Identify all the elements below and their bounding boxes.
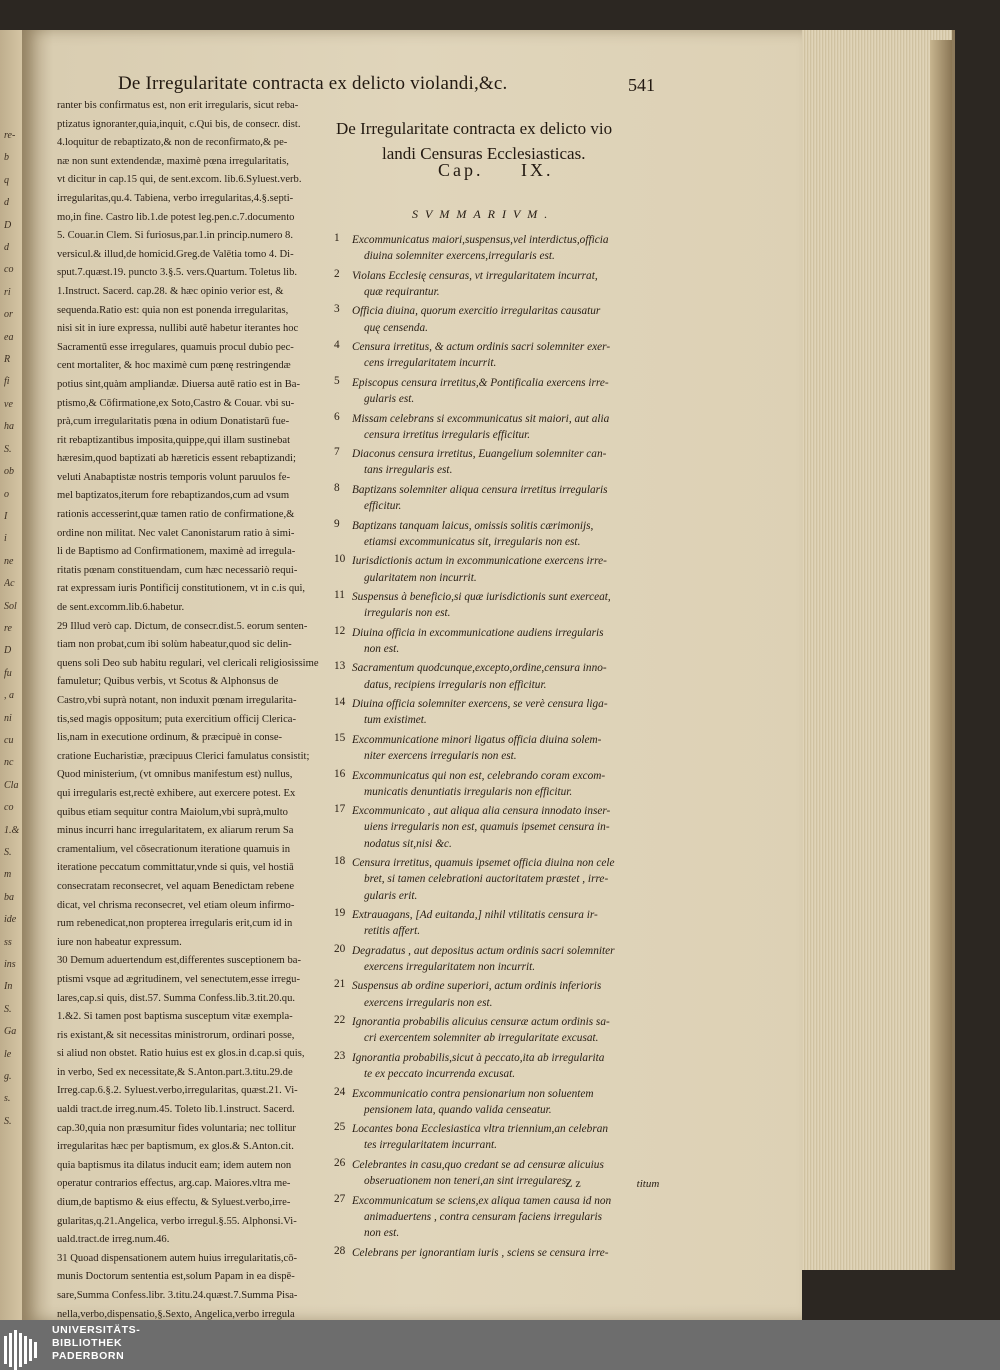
text-line: uald.tract.de irreg.num.46. bbox=[57, 1234, 170, 1246]
summary-item-text: bret, si tamen celebrationi auctoritatem præstet , irre- bbox=[364, 873, 609, 886]
left-margin-fragment: cu bbox=[4, 734, 14, 746]
summary-item-text: obseruationem non teneri,an sint irregulares. bbox=[364, 1175, 570, 1188]
summary-item-number: 10 bbox=[334, 553, 346, 566]
text-line: sput.7.quæst.19. puncto 3.§.5. vers.Quartum. Toletus lib. bbox=[57, 267, 298, 279]
left-margin-fragment: d bbox=[4, 197, 9, 209]
summary-item bbox=[334, 1050, 679, 1082]
text-line: sequenda.Ratio est: quia non est ponenda irregularitas, bbox=[57, 304, 289, 316]
summary-item-text: Celebrans per ignorantiam iuris , sciens se censura irre- bbox=[352, 1246, 609, 1259]
summary-item-text: Extrauagans, [Ad euitanda,] nihil vtilitatis censura ir- bbox=[352, 909, 598, 922]
summary-item-text: Officia diuina, quorum exercitio irregularitas causatur bbox=[352, 305, 601, 318]
summary-item-number: 11 bbox=[334, 589, 345, 602]
text-line: ptismi vsque ad ægritudinem, vel senectutem,esse irregu- bbox=[57, 973, 301, 985]
summary-item-text: Baptizans tanquam laicus, omissis solitis cærimonijs, bbox=[352, 519, 594, 532]
summary-item-number: 20 bbox=[334, 942, 346, 955]
summary-item bbox=[334, 411, 679, 443]
summary-item-number: 13 bbox=[334, 660, 346, 673]
summary-item-text: cens irregularitatem incurrit. bbox=[364, 357, 497, 370]
summary-list bbox=[334, 232, 679, 1264]
left-margin-fragment: d bbox=[4, 242, 9, 254]
summary-item bbox=[334, 303, 679, 335]
summary-item bbox=[334, 1121, 679, 1153]
summary-item-text: Censura irretitus, & actum ordinis sacri solemniter exer- bbox=[352, 341, 611, 354]
summary-item-text: Iurisdictionis actum in excommunicatione exercens irre- bbox=[352, 555, 607, 568]
summary-item-text: gularis erit. bbox=[364, 889, 418, 902]
text-line: in verbo, Sed ex necessitate,& S.Anton.part.3.titu.29.de bbox=[57, 1066, 293, 1078]
library-name-line-3: PADERBORN bbox=[52, 1350, 125, 1362]
summary-item-text: Diuina officia solemniter exercens, se verè censura liga- bbox=[352, 698, 608, 711]
text-line: Sacramentū esse irregulares, quamuis procul dubio pec- bbox=[57, 341, 294, 353]
summary-item-number: 7 bbox=[334, 446, 340, 459]
left-margin-fragment: ni bbox=[4, 712, 12, 724]
text-line: irregularitas hæc per baptismum, ex glos.& S.Anton.cit. bbox=[57, 1141, 294, 1153]
left-margin-fragment: q bbox=[4, 174, 9, 186]
text-line: Irreg.cap.6.§.2. Syluest.verbo,irregularitas, quæst.21. Vi- bbox=[57, 1085, 298, 1097]
text-line: ranter bis confirmatus est, non erit irregularis, sicut reba- bbox=[57, 100, 299, 111]
summary-item-text: tans irregularis est. bbox=[364, 464, 453, 477]
text-line: dicat, vel chrisma reconsecret, vel etiam oleum infirmo- bbox=[57, 899, 295, 911]
chapter-title-line-2: landi Censuras Ecclesiasticas. bbox=[382, 144, 586, 163]
summary-item-text: Suspensus à beneficio,si quæ iurisdictionis sunt exerceat, bbox=[352, 591, 611, 604]
summary-item-text: Degradatus , aut depositus actum ordinis sacri solemniter bbox=[352, 944, 615, 957]
left-margin-fragment: m bbox=[4, 869, 12, 881]
summary-item-text: non est. bbox=[364, 1227, 400, 1240]
summary-item bbox=[334, 446, 679, 478]
summary-item-text: censura irretitus irregularis efficitur. bbox=[364, 428, 531, 441]
left-margin-fragment: ve bbox=[4, 398, 13, 410]
summary-item-number: 17 bbox=[334, 803, 346, 816]
summary-item-text: exercens irregularis non est. bbox=[364, 996, 493, 1009]
text-line: cramentalium, vel cōsecrationum iteratione quamuis in bbox=[57, 843, 290, 855]
summary-item-text: Diaconus censura irretitus, Euangelium solemniter can- bbox=[352, 448, 607, 461]
summary-item-number: 18 bbox=[334, 855, 346, 868]
summary-item-text: Celebrantes in casu,quo credant se ad censuræ alicuius bbox=[352, 1158, 604, 1171]
running-head: De Irregularitate contracta ex delicto violandi,&c. bbox=[118, 73, 508, 94]
summary-item-text: te ex peccato incurrenda excusat. bbox=[364, 1068, 516, 1081]
summary-item-number: 14 bbox=[334, 696, 346, 709]
summary-item-text: Excommunicatus maiori,suspensus,vel interdictus,officia bbox=[352, 234, 609, 246]
text-line: 1.&2. Si tamen post baptisma susceptum vitæ exempla- bbox=[57, 1011, 293, 1023]
summary-item bbox=[334, 553, 679, 585]
text-line: prà,cum irregularitatis pœna in odium Donatistarū fue- bbox=[57, 416, 290, 428]
text-line: versicul.& illud,de homicid.Greg.de Valētia tomo 4. Di- bbox=[57, 248, 294, 260]
page-number: 541 bbox=[628, 75, 655, 95]
text-line: rat expressam iuris Pontificij constitutionem, vt in c.is qui, bbox=[57, 583, 306, 595]
summary-item-text: Ignorantia probabilis alicuius censuræ actum ordinis sa- bbox=[352, 1016, 610, 1029]
summary-item-text: quę censenda. bbox=[364, 321, 428, 334]
left-margin-fragment: s. bbox=[4, 1093, 11, 1105]
summary-item-number: 19 bbox=[334, 907, 346, 920]
summary-item-text: Ignorantia probabilis,sicut à peccato,ita ab irregularita bbox=[352, 1051, 605, 1064]
summary-item-text: niter exercens irregularis non est. bbox=[364, 750, 517, 763]
left-margin-fragment: fi bbox=[4, 376, 10, 388]
text-line: cent mortaliter, & hoc maximè cum pœnę restringendæ bbox=[57, 360, 291, 372]
chapter-title bbox=[336, 116, 696, 166]
text-line: iure non habeatur expressum. bbox=[57, 936, 182, 948]
left-margin-fragment: , a bbox=[4, 690, 14, 702]
text-line: lares,cap.si quis, dist.57. Summa Confess.lib.3.tit.20.qu. bbox=[57, 992, 296, 1004]
left-margin-fragment: i bbox=[4, 533, 7, 545]
text-line: 5. Couar.in Clem. Si furiosus,par.1.in princip.numero 8. bbox=[57, 230, 293, 242]
summary-item-number: 6 bbox=[334, 410, 340, 423]
text-line: ordine non militat. Nec valet Canonistarum ratio à simi- bbox=[57, 527, 295, 539]
summary-item bbox=[334, 339, 679, 371]
text-line: ptismo,& Cōfirmatione,ex Soto,Castro & Couar. vbi su- bbox=[57, 397, 295, 409]
text-line: rum rebenedicat,non propterea irregularis erit,cum id in bbox=[57, 918, 293, 930]
left-margin-fragment: b bbox=[4, 152, 9, 164]
summary-item bbox=[334, 803, 679, 852]
left-margin-fragment: g. bbox=[4, 1071, 12, 1083]
summary-item-number: 15 bbox=[334, 731, 346, 744]
summary-item bbox=[334, 268, 679, 300]
left-margin-fragment: fu bbox=[4, 667, 12, 679]
library-name bbox=[52, 1324, 140, 1363]
summary-item bbox=[334, 232, 679, 264]
text-line: 31 Quoad dispensationem autem huius irregularitatis,cō- bbox=[57, 1252, 298, 1264]
text-line: 1.Instruct. Sacerd. cap.28. & hæc opinio verior est, & bbox=[57, 285, 284, 297]
summary-item bbox=[334, 978, 679, 1010]
text-line: qui irregularis est,rectè exhibere, aut exercere potest. Ex bbox=[57, 787, 296, 799]
summary-item-text: Sacramentum quodcunque,excepto,ordine,censura inno- bbox=[352, 662, 607, 675]
left-margin-fragment: D bbox=[4, 219, 12, 231]
text-line: rationis accesserint,quæ tamen ratio de confirmatione,& bbox=[57, 509, 295, 521]
left-margin-fragment: co bbox=[4, 802, 14, 814]
text-line: li de Baptismo ad Confirmationem, maximè ad irregula- bbox=[57, 546, 296, 558]
text-line: 4.loquitur de rebaptizato,& non de reconfirmato,& pe- bbox=[57, 137, 288, 149]
text-line: sare,Summa Confess.libr. 3.titu.24.quæst.7.Summa Pisa- bbox=[57, 1290, 298, 1301]
summary-item-number: 5 bbox=[334, 374, 340, 387]
library-name-line-2: BIBLIOTHEK bbox=[52, 1337, 123, 1349]
signature-mark bbox=[565, 1176, 659, 1191]
summary-item bbox=[334, 696, 679, 728]
catchword: titum bbox=[636, 1178, 660, 1190]
text-line: famuletur; Quibus verbis, vt Scotus & Alphonsus de bbox=[57, 676, 279, 688]
summary-item-number: 22 bbox=[334, 1014, 346, 1027]
summary-item-text: tum existimet. bbox=[364, 714, 427, 727]
summary-item-text: municatis denuntiatis irregularis non efficitur. bbox=[364, 785, 573, 798]
summary-item-number: 3 bbox=[334, 303, 340, 316]
text-line: rit rebaptizantibus imposita,quippe,qui illam sustinebat bbox=[57, 434, 291, 446]
text-line: cap.30,quia non præsumitur fides voluntaria; nec tollitur bbox=[57, 1122, 296, 1134]
text-line: Quod ministerium, (vt omnibus manifestum est) nullus, bbox=[57, 769, 293, 781]
summary-item-number: 16 bbox=[334, 767, 346, 780]
left-margin-fragment: re bbox=[4, 622, 12, 634]
summary-item-number: 1 bbox=[334, 232, 340, 244]
text-line: næ non sunt extendendæ, maximè pœna irregularitatis, bbox=[57, 155, 289, 167]
summary-item-number: 9 bbox=[334, 517, 340, 530]
summary-item bbox=[334, 1086, 679, 1118]
text-line: 30 Demum aduertendum est,differentes susceptionem ba- bbox=[57, 955, 301, 967]
chapter-number: Cap. IX. bbox=[438, 160, 554, 180]
text-line: consecratam reconsecret, vel aquam Benedictam rebene bbox=[57, 880, 295, 892]
summary-item bbox=[334, 660, 679, 692]
text-line: veluti Anabaptistæ nostris temporis volunt paruulos fe- bbox=[57, 471, 291, 483]
summary-item bbox=[334, 732, 679, 764]
summary-item-number: 25 bbox=[334, 1121, 346, 1134]
summary-item-text: Censura irretitus, quamuis ipsemet officia diuina non cele bbox=[352, 857, 615, 870]
left-margin-fragment: 1.& bbox=[4, 824, 20, 836]
summarium-heading: SVMMARIVM. bbox=[412, 207, 555, 221]
summary-item-text: non est. bbox=[364, 642, 400, 655]
summary-item-text: irregularis non est. bbox=[364, 607, 451, 620]
summary-item-text: nodatus sit,nisi &c. bbox=[364, 837, 452, 850]
text-line: potius sint,quàm ampliandæ. Diuersa autē ratio est in Ba- bbox=[57, 378, 301, 390]
summary-item-text: Episcopus censura irretitus,& Pontificalia exercens irre- bbox=[352, 376, 609, 389]
summary-item bbox=[334, 943, 679, 975]
summary-item bbox=[334, 768, 679, 800]
summary-item-text: uiens irregularis non est, quamuis ipsemet censura in- bbox=[364, 821, 610, 834]
left-margin-fragment: Cla bbox=[4, 779, 19, 791]
text-line: munis Doctorum sententia est,solum Papam in ea dispē- bbox=[57, 1271, 295, 1283]
left-margin-fragment: re- bbox=[4, 130, 16, 141]
summary-item-text: Baptizans solemniter aliqua censura irretitus irregularis bbox=[352, 483, 608, 496]
text-line: dium,de baptismo & eius effectu, & Syluest.verbo,irre- bbox=[57, 1197, 291, 1209]
summary-item-text: efficitur. bbox=[364, 500, 402, 513]
text-line: ualdi tract.de irreg.num.45. Toleto lib.1.instruct. Sacerd. bbox=[57, 1104, 295, 1116]
left-margin-fragment: ss bbox=[4, 936, 12, 948]
text-line: nella,verbo,dispensatio,§.Sexto, Angelica,verbo irregula bbox=[57, 1308, 295, 1320]
summary-item-text: Diuina officia in excommunicatione audiens irregularis bbox=[352, 626, 604, 639]
summary-item-text: etiamsi excommunicatus sit, irregularis non est. bbox=[364, 535, 581, 548]
text-line: de sent.excomm.lib.6.habetur. bbox=[57, 602, 185, 614]
left-margin-fragment: nc bbox=[4, 757, 14, 769]
summary-item bbox=[334, 855, 679, 904]
text-line: vt dicitur in cap.15 qui, de sent.excom. lib.6.Syluest.verb. bbox=[57, 174, 302, 186]
library-footer bbox=[0, 1320, 1000, 1370]
summary-item-text: Excommunicatum se sciens,ex aliqua tamen causa id non bbox=[352, 1194, 612, 1207]
summary-item-number: 27 bbox=[334, 1192, 346, 1205]
left-margin-fragment: ri bbox=[4, 286, 11, 298]
left-margin-fragment: Ac bbox=[4, 578, 15, 590]
summary-item bbox=[334, 589, 679, 621]
summary-item-text: quæ requirantur. bbox=[364, 285, 440, 298]
summary-item-text: diuina solemniter exercens,irregularis est. bbox=[364, 250, 555, 263]
summary-item-text: Suspensus ab ordine superiori, actum ordinis inferioris bbox=[352, 980, 602, 993]
left-margin-fragment: S. bbox=[4, 1115, 12, 1127]
summary-item-number: 26 bbox=[334, 1156, 346, 1169]
text-line: ris existant,& sit necessitas ministrorum, ordinari posse, bbox=[57, 1029, 295, 1041]
left-margin-fragment: Ga bbox=[4, 1026, 17, 1038]
summary-item-text: Excommunicatione minori ligatus officia diuina solem- bbox=[352, 733, 602, 746]
text-line: lis,nam in executione ordinum, & præcipuè in conse- bbox=[57, 732, 283, 744]
summary-item-text: datus, recipiens irregularis non efficitur. bbox=[364, 678, 547, 691]
summary-item bbox=[334, 518, 679, 550]
library-name-line-1: UNIVERSITÄTS- bbox=[52, 1324, 141, 1336]
summary-item-text: Locantes bona Ecclesiastica vltra triennium,an celebran bbox=[352, 1123, 609, 1136]
left-margin-fragment: le bbox=[4, 1048, 12, 1060]
left-margin-fragment: ins bbox=[4, 959, 16, 971]
summary-item bbox=[334, 1193, 679, 1242]
summary-item-text: pensionem lata, quando valida censeatur. bbox=[364, 1103, 552, 1116]
summary-item bbox=[334, 482, 679, 514]
left-margin-fragment: S. bbox=[4, 1003, 12, 1015]
left-margin-fragment: ba bbox=[4, 891, 14, 903]
text-line: Castro,vbi suprà notant, non induxit pœnam irregularita- bbox=[57, 695, 297, 706]
summary-item-number: 28 bbox=[334, 1244, 346, 1257]
left-margin-fragment: ide bbox=[4, 914, 17, 926]
left-margin-fragment: R bbox=[4, 354, 11, 366]
left-margin-fragment: D bbox=[4, 645, 12, 657]
summary-item bbox=[334, 1014, 679, 1046]
left-margin-fragment: I bbox=[4, 510, 8, 522]
summary-item bbox=[334, 375, 679, 407]
summary-item-text: Violans Ecclesię censuras, vt irregularitatem incurrat, bbox=[352, 269, 598, 282]
summary-item-text: gularitatem non incurrit. bbox=[364, 571, 477, 584]
left-margin-fragment: Sol bbox=[4, 600, 17, 612]
left-margin-fragment: ea bbox=[4, 331, 14, 343]
summary-item-number: 24 bbox=[334, 1085, 346, 1098]
text-line: ritatis pœnam constituendam, cum hæc necessariò requi- bbox=[57, 564, 298, 576]
text-line: quens soli Deo sub habitu regulari, vel clericali religiosissime bbox=[57, 657, 319, 669]
summary-item-number: 4 bbox=[334, 339, 340, 352]
text-line: hæresim,quod baptizati ab hæreticis essent rebaptizandi; bbox=[57, 453, 296, 465]
text-line: mo,in fine. Castro lib.1.de potest leg.pen.c.7.documento bbox=[57, 211, 295, 223]
library-logo-icon bbox=[0, 1330, 44, 1370]
book-cover-edge bbox=[930, 40, 952, 1270]
text-line: iteratione peccatum committatur,vnde si quis, vel hostiā bbox=[57, 862, 294, 874]
summary-item-text: exercens irregularitatem non incurrit. bbox=[364, 960, 536, 973]
signature-mark-text: Z z bbox=[565, 1176, 581, 1190]
text-line: cratione Eucharistiæ, præcipuus Clerici famulatus consistit; bbox=[57, 750, 310, 762]
summary-item-text: retitis affert. bbox=[364, 925, 421, 938]
text-line: si aliud non obstet. Ratio huius est ex glos.in d.cap.si quis, bbox=[57, 1048, 305, 1060]
text-line: tiam non probat,cum ibi solùm habeatur,quod sic delin- bbox=[57, 639, 292, 651]
summary-item-text: tes irregularitatem incurrant. bbox=[364, 1139, 497, 1152]
summary-item bbox=[334, 1245, 679, 1261]
text-line: 29 Illud verò cap. Dictum, de consecr.dist.5. eorum senten- bbox=[57, 620, 308, 632]
text-line: quibus etiam sequitur contra Maiolum,vbi suprà,multo bbox=[57, 806, 288, 818]
left-margin-fragment: co bbox=[4, 264, 14, 276]
left-margin-fragment: S. bbox=[4, 847, 12, 858]
summary-item-text: animaduertens , contra censuram faciens irregularis bbox=[364, 1210, 603, 1223]
summary-item bbox=[334, 625, 679, 657]
text-line: quia baptismus ita dilatus inducit eam; idem autem non bbox=[57, 1159, 292, 1171]
summary-item-number: 21 bbox=[334, 978, 346, 991]
left-margin-fragment: ob bbox=[4, 466, 14, 478]
text-line: gularitas,q.21.Angelica, verbo irregul.§.55. Alphonsi.Vi- bbox=[57, 1215, 297, 1227]
text-line: irregularitas,qu.4. Tabiena, verbo irregularitas,4.§.septi- bbox=[57, 192, 294, 204]
summary-item-text: Missam celebrans si excommunicatus sit maiori, aut alia bbox=[352, 412, 610, 425]
left-margin-fragment: S. bbox=[4, 443, 12, 455]
summary-item-number: 12 bbox=[334, 624, 346, 637]
left-margin-fragment: ha bbox=[4, 421, 14, 433]
left-margin-fragment: ne bbox=[4, 555, 14, 567]
summary-item bbox=[334, 907, 679, 939]
summary-item-number: 23 bbox=[334, 1049, 346, 1062]
left-margin-fragment: In bbox=[4, 981, 13, 993]
summary-item-text: gularis est. bbox=[364, 393, 415, 406]
summary-item-text: cri exercentem solemniter ab irregularitate excusat. bbox=[364, 1032, 599, 1045]
summary-item-text: Excommunicato , aut aliqua alia censura innodato inser- bbox=[352, 805, 611, 818]
chapter-title-line-1: De Irregularitate contracta ex delicto vio bbox=[336, 119, 613, 138]
text-line: nisi sit in iure expressa, nullibi autē habetur iterantes hoc bbox=[57, 323, 299, 335]
summary-item-number: 8 bbox=[334, 481, 340, 494]
text-line: mel baptizatos,iterum fore rebaptizandos,cum ad vsum bbox=[57, 490, 290, 502]
summary-item-text: Excommunicatio contra pensionarium non soluentem bbox=[352, 1087, 594, 1100]
text-line: ptizatus ignoranter,quia,inquit, c.Qui bis, de consecr. dist. bbox=[57, 118, 301, 130]
text-line: operatur contrarios effectus, arg.cap. Maiores.vltra me- bbox=[57, 1178, 291, 1190]
left-text-column bbox=[57, 97, 329, 1320]
text-line: minus incurri hanc irregularitatem, ex aliarum rerum Sa bbox=[57, 825, 294, 837]
left-margin-fragment: or bbox=[4, 309, 13, 321]
text-line: tis,sed magis oppositum; puta exercitium officij Clerica- bbox=[57, 713, 296, 725]
summary-item-text: Excommunicatus qui non est, celebrando coram excom- bbox=[352, 769, 606, 782]
summary-item-number: 2 bbox=[334, 267, 340, 280]
left-margin-fragment: o bbox=[4, 488, 9, 500]
